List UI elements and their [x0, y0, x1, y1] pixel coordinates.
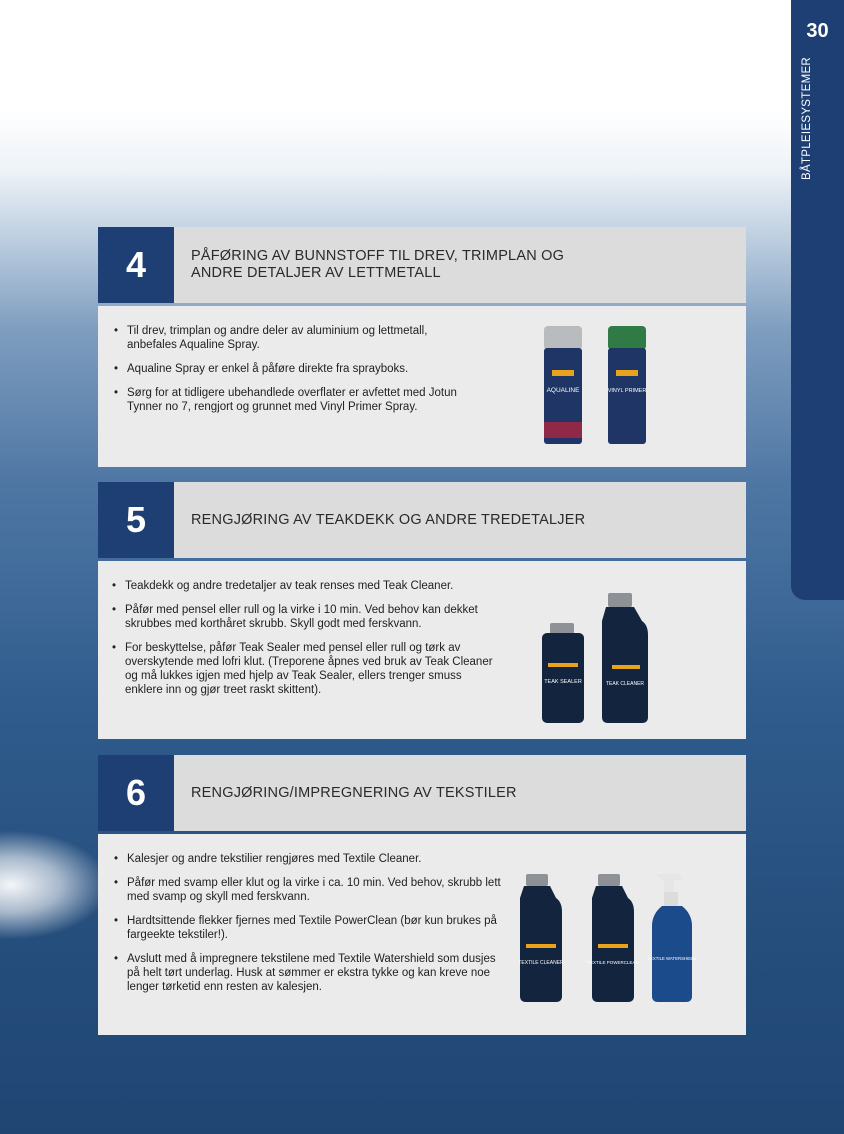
chapter-tab — [791, 0, 844, 600]
bullet-list — [114, 324, 474, 424]
textile-cleaner-bottle — [518, 874, 564, 1002]
bullet-item: • Hardtsittende flekker fjernes med Textile PowerClean (bør kun brukes på fargeekte tekstiler!). — [114, 914, 506, 942]
section-title — [191, 755, 706, 831]
product-name: TEXTILE WATERSHIELD — [647, 956, 697, 961]
title-line: RENGJØRING AV TEAKDEKK OG ANDRE TREDETALJER — [191, 511, 586, 528]
product-name: TEXTILE POWERCLEAN — [587, 960, 639, 965]
section-body — [98, 834, 746, 1035]
product-image-textile — [516, 870, 706, 1004]
bullet-item: • Kalesjer og andre tekstilier rengjøres med Textile Cleaner. — [114, 852, 506, 866]
teak-sealer-bottle — [542, 623, 584, 723]
product-image-teak — [538, 591, 663, 725]
section-header — [98, 227, 746, 303]
vinyl-primer-spray-can — [608, 326, 647, 444]
title-line: PÅFØRING AV BUNNSTOFF TIL DREV, TRIMPLAN OG — [191, 248, 565, 264]
section-number: 6 — [98, 755, 174, 831]
section-4 — [98, 227, 746, 467]
bullet-list — [112, 579, 494, 707]
section-title — [191, 227, 586, 303]
title-line: ANDRE DETALJER AV LETTMETALL — [191, 265, 441, 281]
section-body — [98, 306, 746, 467]
product-name: TEAK SEALER — [544, 679, 582, 685]
chapter-label: BÅTPLEIESYSTEMER — [801, 56, 813, 180]
section-5 — [98, 482, 746, 739]
product-name: TEAK CLEANER — [605, 681, 645, 687]
bullet-item: • Sørg for at tidligere ubehandlede overflater er avfettet med Jotun Tynner no 7, rengjort og grunnet med Vinyl Primer Spray. — [114, 386, 474, 414]
section-header — [98, 482, 746, 558]
bullet-item: • Avslutt med å impregnere tekstilene med Textile Watershield som dusjes på helt tørt underlag. Husk at sømmer er ekstra tykke og kan kreve noe lenger tørketid enn resten av kalesjen. — [114, 952, 506, 994]
section-number: 5 — [98, 482, 174, 558]
section-title — [191, 482, 706, 558]
teak-cleaner-bottle — [602, 593, 648, 723]
bullet-item: • Til drev, trimplan og andre deler av aluminium og lettmetall, anbefales Aqualine Spray. — [114, 324, 474, 352]
bullet-item: • Påfør med pensel eller rull og la virke i 10 min. Ved behov kan dekket skrubbes med korthåret skrubb. Skyll godt med ferskvann. — [112, 603, 494, 631]
bullet-item: • For beskyttelse, påfør Teak Sealer med pensel eller rull og tørk av overskytende med lofri klut. (Treporene åpnes ved bruk av Teak Cleaner og må lukkes igjen med hjelp av Teak Sealer, ellers trenger smuss enklere inn og gjør treet raskt skittent). — [112, 641, 494, 697]
section-6 — [98, 755, 746, 1035]
section-header — [98, 755, 746, 831]
product-name: TEXTILE CLEANER — [518, 960, 564, 966]
aqualine-spray-can — [544, 326, 582, 444]
bullet-list — [114, 852, 506, 1004]
bullet-item: • Teakdekk og andre tredetaljer av teak renses med Teak Cleaner. — [112, 579, 494, 593]
textile-watershield-spray-bottle — [647, 874, 696, 1002]
section-number: 4 — [98, 227, 174, 303]
bullet-item: • Påfør med svamp eller klut og la virke i ca. 10 min. Ved behov, skrubb lett med svamp og skyll med ferskvann. — [114, 876, 506, 904]
bullet-item: • Aqualine Spray er enkel å påføre direkte fra sprayboks. — [114, 362, 474, 376]
title-line: RENGJØRING/IMPREGNERING AV TEKSTILER — [191, 784, 517, 801]
section-body — [98, 561, 746, 739]
page-number: 30 — [806, 20, 829, 42]
product-name: AQUALINE — [546, 387, 580, 394]
sea-foam — [0, 830, 110, 940]
product-image-sprays — [538, 322, 658, 450]
textile-powerclean-bottle — [587, 874, 639, 1002]
product-name: VINYL PRIMER — [607, 388, 647, 394]
